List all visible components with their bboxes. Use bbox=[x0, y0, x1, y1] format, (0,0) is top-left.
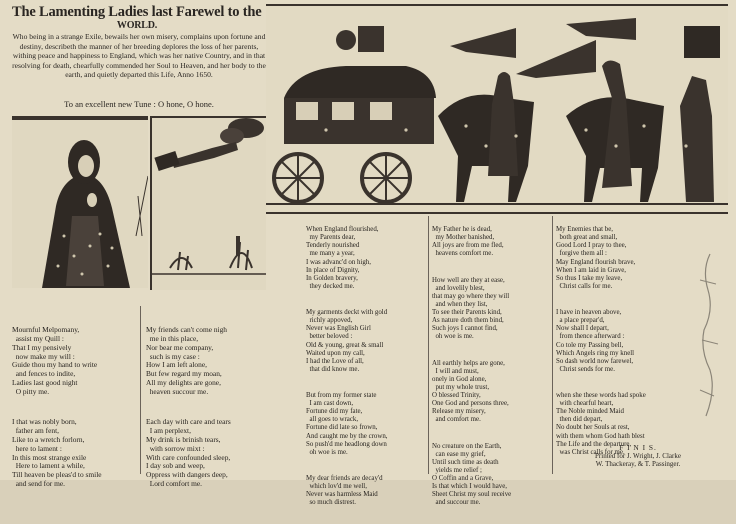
verse-column-2 bbox=[146, 308, 272, 507]
stanza: Each day with care and tears I am perplext, My drink is brinish tears, with sorrow mixt : With care confounded sleep, I day sob and weep, Oppress with dangers deep, Lord comfort me. bbox=[146, 416, 231, 489]
ballad-title bbox=[12, 4, 262, 31]
stanza: I have in heaven above, a place prepar'd, Now shall I depart, from thence afterward : Co tole my Passing bell, Which Angels ring my knell So dash world now farewel, Christ sends for me. bbox=[556, 309, 635, 373]
tune-line: To an excellent new Tune : O hone, O hone. bbox=[64, 99, 214, 109]
verse-column-5 bbox=[556, 210, 696, 473]
lady-figure-icon bbox=[12, 116, 148, 288]
column-rule bbox=[552, 216, 553, 474]
title-world: WORLD. bbox=[116, 20, 158, 31]
verse-column-1 bbox=[12, 308, 138, 507]
printer-imprint bbox=[558, 444, 718, 469]
stanza: All earthly helps are gone, I will and must, onely in God alone, put my whole trust, O blessed Trinity, One God and persons three, Release my misery, and comfort me. bbox=[432, 359, 509, 424]
stanza: I that was nobly born, father am fent, Like to a wretch forlorn, here to lament : In this most strange exile Here to lament a while, Till heaven be pleas'd to smile and send for me. bbox=[12, 416, 102, 489]
imprint-line-2: W. Thackeray, & T. Passinger. bbox=[595, 460, 681, 469]
pencil-shelfmark-icon bbox=[696, 250, 722, 420]
stanza: My garments deckt with gold richly appoved, Never was English Girl better beloved : Old & young, great & small Waited upon my call, I had the Love of all, that did know me. bbox=[306, 309, 388, 373]
verse-column-4 bbox=[432, 210, 550, 524]
column-rule bbox=[140, 306, 141, 474]
stanza: How well are they at ease, and lovelily blest, that may go where they will and when they list, To see their Parents kind, As nature doth them bind, Such joys I cannot find, oh woe is me. bbox=[432, 276, 510, 341]
stanza: When England flourished, my Parents dear, Tenderly nourished me many a year, I was advanc'd on high, In place of Dignity, In Golden bravery, they decked me. bbox=[306, 226, 379, 290]
stanza: My Enemies that be, both great and small, Good Lord I pray to thee, forgive them all : May England flourish brave, When I am laid in Grave, So thus I take my leave, Christ calls for me. bbox=[556, 226, 636, 290]
procession-scene-icon bbox=[266, 6, 728, 212]
stanza: Mournful Melpomany, assist my Quill : That I my pensively now make my will : Guide thou my hand to write and fences to indite, Ladies last good night O pitty me. bbox=[12, 324, 98, 397]
stanza: No creature on the Earth, can ease my grief, Until such time as death yields me relief ; O Coffin and a Grave, Is that which I would have, Sheet Christ my soul receive and succour me. bbox=[432, 442, 512, 507]
stanza: My Father he is dead, my Mother banished, All joys are from me fled, heavens comfort me. bbox=[432, 226, 504, 258]
ballad-subtitle: Who being in a strange Exile, bewails her own misery, complains upon fortune and destiny, describeth the manner of her breeding deplores the loss of her parents, withing peace and happiness to England, which was her native Country, and in that resolving for death, chearfully commended her Soul to Heaven, and her body to the earth, and quietly departed this Life, Anno 1650. bbox=[12, 32, 266, 80]
stanza: My dear friends are decay'd which lov'd me well, Never was harmless Maid so much distrest. bbox=[306, 475, 383, 507]
imprint-line-1: Printed for J. Wright, J. Clarke bbox=[595, 452, 681, 461]
stanza: My friends can't come nigh me in this place, Nor bear me company, such is my case : How I am left alone, But few regard my moan, All my delights are gone, heaven succour me. bbox=[146, 324, 227, 397]
woodcut-hand-landscape bbox=[150, 116, 266, 290]
stanza: when she these words had spoke with chearful heart, The Noble minded Maid then did depart, No doubt her Souls at rest, with them whom God hath blest The Life and the departure, was Christ calls for me. bbox=[556, 392, 646, 456]
stanza: But from my former state I am cast down, Fortune did my fate, all goes to wrack, Fortune did late so frown, And caught me by the crown, So push'd me headlong down oh woe is me. bbox=[306, 392, 388, 456]
verse-column-3 bbox=[306, 210, 426, 524]
column-rule bbox=[428, 216, 429, 474]
woodcut-lady bbox=[12, 116, 148, 288]
title-text: The Lamenting Ladies last Farewel to the bbox=[12, 4, 262, 20]
woodcut-procession bbox=[266, 4, 728, 214]
hand-cloud-icon bbox=[152, 118, 266, 290]
finis-text: F I N I S. bbox=[619, 443, 657, 452]
